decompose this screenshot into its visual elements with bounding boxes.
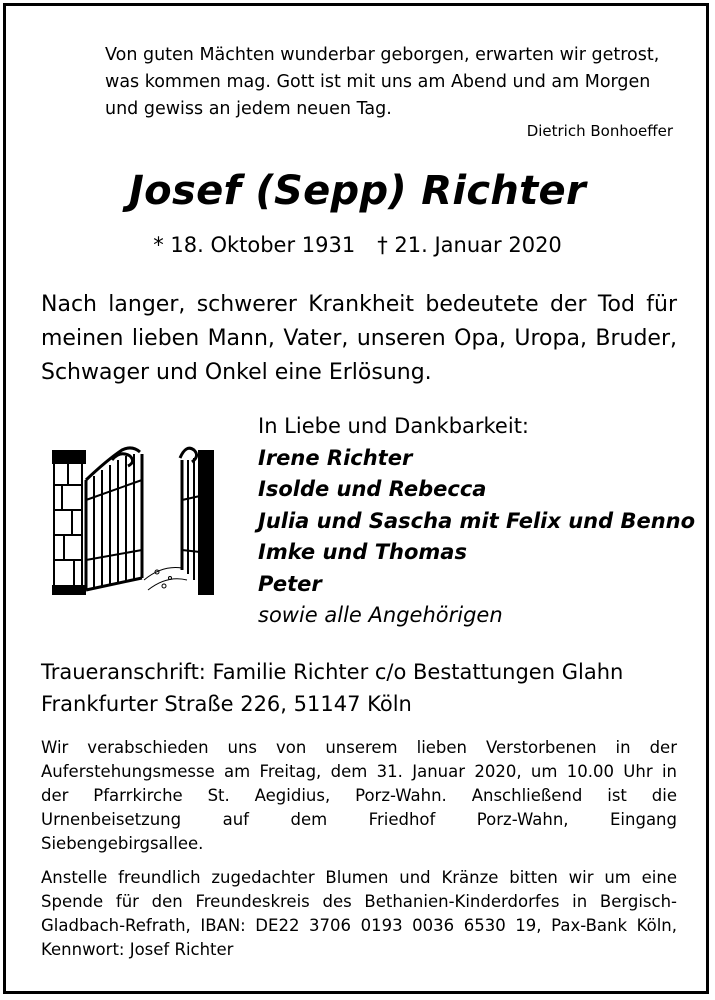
donation-line: Spende für den Freundeskreis des Bethanien-Kinderdorfes in Bergisch-: [41, 892, 677, 911]
mourner-name: Imke und Thomas: [258, 540, 467, 564]
garden-gate-icon: [52, 440, 214, 595]
service-line: Siebengebirgsallee.: [41, 834, 204, 853]
mourner-name: Julia und Sascha mit Felix und Benno: [258, 508, 696, 533]
service-line: Urnenbeisetzung auf dem Friedhof Porz-Wahn, Eingang: [41, 810, 677, 829]
donation-line: Kennwort: Josef Richter: [41, 940, 234, 959]
birth-date: * 18. Oktober 1931: [153, 233, 356, 257]
intro-line: Schwager und Onkel eine Erlösung.: [41, 360, 432, 385]
address-line: Traueranschrift: Familie Richter c/o Bestattungen Glahn: [41, 660, 624, 684]
address-line: Frankfurter Straße 226, 51147 Köln: [41, 692, 412, 716]
intro-line: meinen lieben Mann, Vater, unseren Opa, Uropa, Bruder,: [41, 326, 677, 351]
service-line: Auferstehungsmesse am Freitag, dem 31. Januar 2020, um 10.00 Uhr in: [41, 762, 677, 781]
mourners-list: [258, 411, 695, 632]
quote-line: was kommen mag. Gott ist mit uns am Abend und am Morgen: [105, 72, 651, 92]
life-dates: [0, 233, 715, 257]
donation-line: Gladbach-Refrath, IBAN: DE22 3706 0193 0036 6530 19, Pax-Bank Köln,: [41, 916, 677, 935]
deceased-name: Josef (Sepp) Richter: [129, 168, 586, 214]
death-date: † 21. Januar 2020: [377, 233, 562, 257]
service-paragraph: [41, 736, 677, 856]
donation-paragraph: [41, 866, 677, 962]
mourner-name: Peter: [258, 571, 322, 596]
mourners-heading: In Liebe und Dankbarkeit:: [258, 414, 530, 438]
bonhoeffer-quote: [105, 42, 685, 123]
quote-author: Dietrich Bonhoeffer: [526, 122, 673, 140]
service-line: Wir verabschieden uns von unserem lieben Verstorbenen in der: [41, 738, 677, 757]
quote-line: Von guten Mächten wunderbar geborgen, erwarten wir getrost,: [105, 45, 660, 65]
intro-text: [41, 288, 677, 390]
intro-line: Nach langer, schwerer Krankheit bedeutete der Tod für: [41, 292, 677, 317]
mourner-name: Irene Richter: [258, 445, 413, 470]
quote-line: und gewiss an jedem neuen Tag.: [105, 99, 392, 119]
mourning-address: [41, 656, 623, 720]
donation-line: Anstelle freundlich zugedachter Blumen und Kränze bitten wir um eine: [41, 868, 677, 887]
mourners-closing: sowie alle Angehörigen: [258, 603, 503, 627]
service-line: der Pfarrkirche St. Aegidius, Porz-Wahn. Anschließend ist die: [41, 786, 677, 805]
mourner-name: Isolde und Rebecca: [258, 477, 487, 501]
